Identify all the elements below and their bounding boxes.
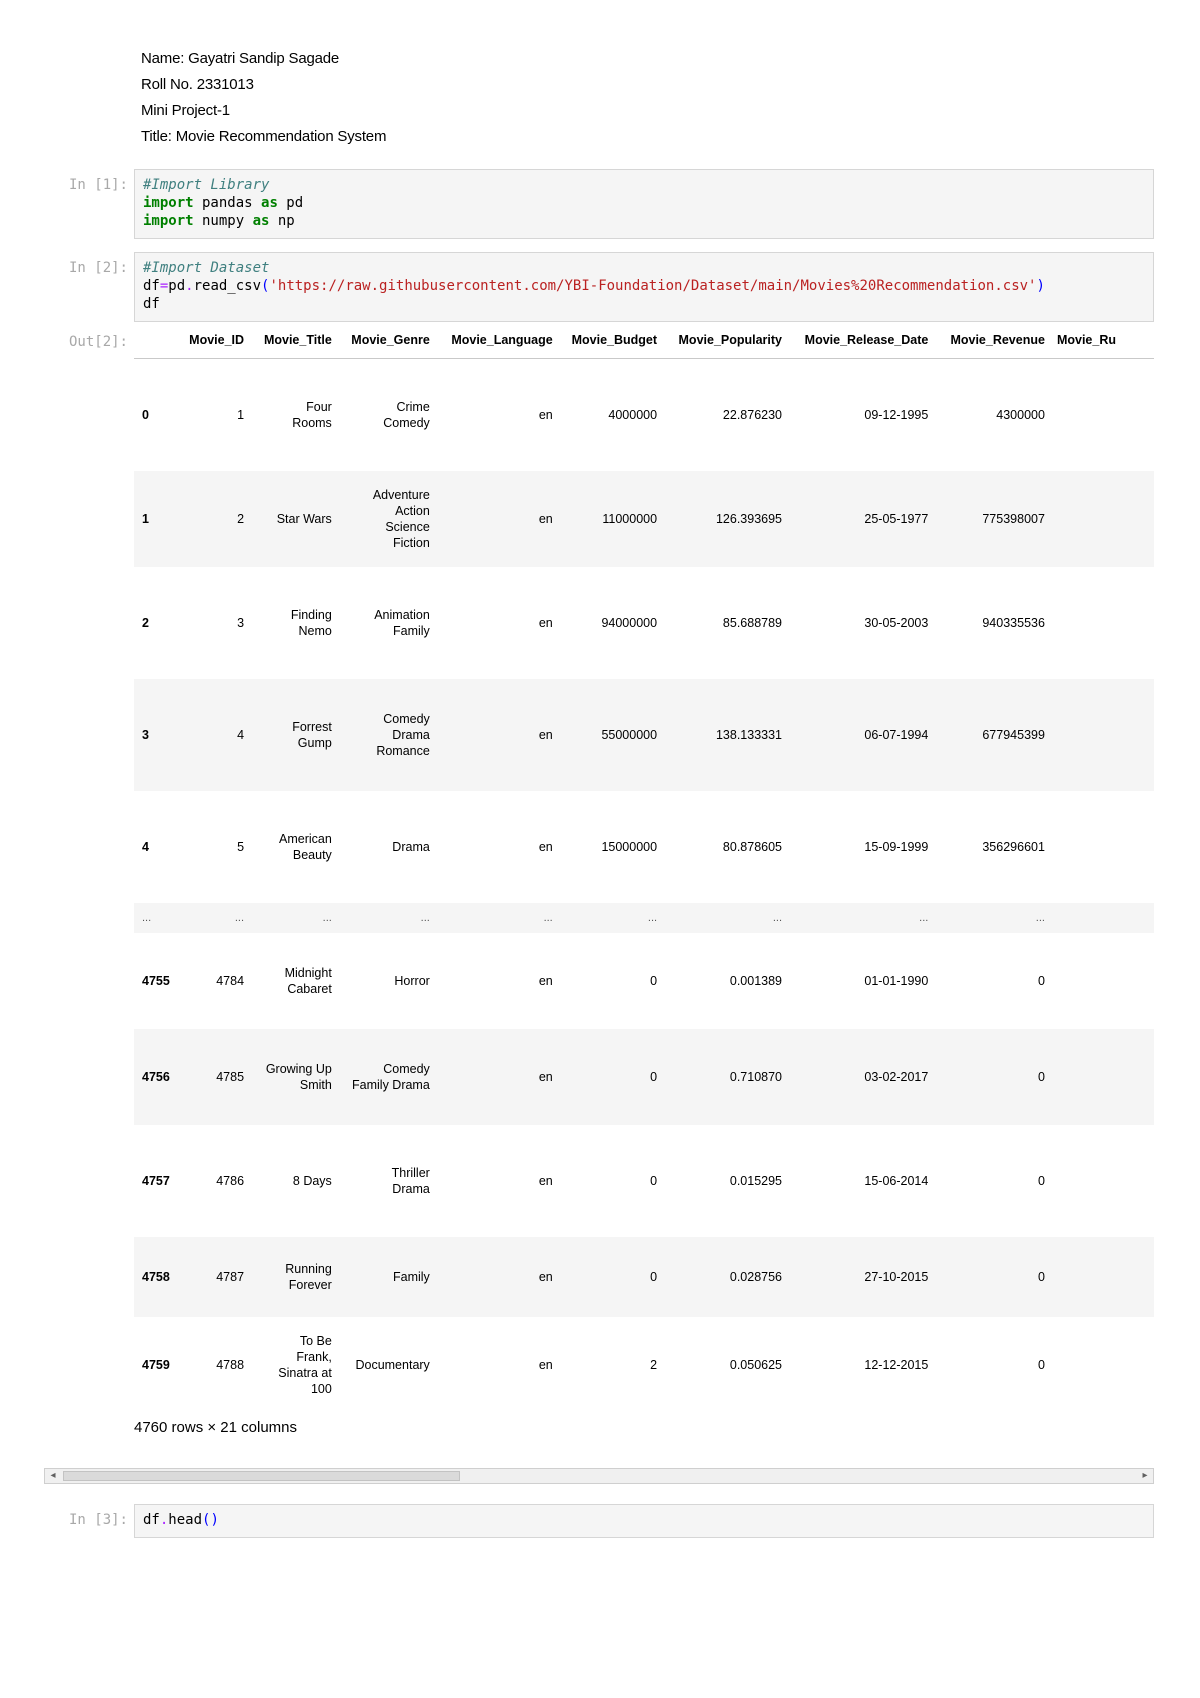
row-index: 4 [142,839,149,854]
table-cell: Crime Comedy [383,399,430,430]
table-row [134,933,1154,1029]
scrollbar-thumb[interactable] [63,1471,460,1481]
table-cell: 06-07-1994 [864,727,929,742]
table-cell: 85.688789 [722,615,783,630]
table-cell: 0 [650,1173,658,1188]
table-cell: 15000000 [601,839,658,854]
table-cell: 775398007 [982,511,1045,526]
table-cell [1051,1317,1154,1413]
row-index: 4756 [142,1069,170,1084]
table-cell: 30-05-2003 [864,615,929,630]
table-cell: 0.015295 [729,1173,783,1188]
table-cell: Comedy Family Drama [352,1061,430,1092]
table-cell [1051,567,1154,679]
input-prompt: In [1]: [68,177,128,193]
keyword: import [143,195,194,211]
column-header: Movie_Release_Date [788,322,934,359]
table-cell: 5 [237,839,245,854]
code-editor[interactable] [134,169,1154,239]
paren: ( [261,278,270,294]
column-header: Movie_Popularity [663,322,788,359]
column-header: Movie_Ru [1051,322,1154,359]
table-cell: ... [647,911,658,924]
column-header: Movie_Genre [338,322,436,359]
table-cell: Star Wars [276,511,332,526]
table-cell: 0 [650,973,658,988]
code-text: numpy [193,213,253,229]
scroll-left-arrow-icon[interactable]: ◂ [50,1470,56,1481]
table-cell: ... [919,911,929,924]
table-cell: Running Forever [285,1261,332,1292]
input-prompt: In [3]: [68,1512,128,1528]
paren: () [202,1512,219,1528]
table-row [134,1029,1154,1125]
table-cell: Adventure Action Science Fiction [372,487,430,550]
table-cell: en [538,973,553,988]
code-text: pd [168,278,186,294]
table-cell: 138.133331 [715,727,783,742]
column-header: Movie_Revenue [934,322,1051,359]
table-cell: 677945399 [982,727,1045,742]
table-cell: 01-01-1990 [864,973,929,988]
table-cell: 0 [1037,1269,1045,1284]
table-cell: ... [1035,911,1045,924]
table-cell: ... [420,911,430,924]
string-literal: 'https://raw.githubusercontent.com/YBI-Foundation/Dataset/main/Movies%20Recommendation.csv' [269,278,1037,294]
table-cell: Horror [394,973,430,988]
table-cell: Family [393,1269,430,1284]
table-cell: 940335536 [982,615,1045,630]
table-cell: 2 [650,1357,658,1372]
table-cell: Documentary [355,1357,430,1372]
table-cell: 0 [650,1269,658,1284]
output-prompt: Out[2]: [68,334,128,350]
table-cell: 8 Days [292,1173,332,1188]
table-cell: ... [543,911,553,924]
column-header: Movie_ID [181,322,250,359]
row-index: 4757 [142,1173,170,1188]
row-index: 3 [142,727,149,742]
table-cell: 0.028756 [729,1269,783,1284]
table-body [134,359,1154,1413]
table-cell: Thriller Drama [391,1165,430,1196]
table-cell [1051,1029,1154,1125]
table-cell [1051,359,1154,471]
row-index: 4755 [142,973,170,988]
table-cell: 03-02-2017 [864,1069,929,1084]
table-cell: Drama [392,839,430,854]
table-cell: 15-09-1999 [864,839,929,854]
table-cell: ... [772,911,783,924]
column-header [134,322,181,359]
row-index: 2 [142,615,149,630]
paren: ) [1036,278,1045,294]
table-cell: 27-10-2015 [864,1269,929,1284]
code-text: df [143,296,160,312]
table-cell: en [538,1357,553,1372]
table-row [134,1237,1154,1317]
table-cell: 2 [237,511,245,526]
table-cell: en [538,511,553,526]
table-cell: Growing Up Smith [265,1061,332,1092]
table-cell: To Be Frank, Sinatra at 100 [278,1333,332,1396]
table-cell: en [538,1069,553,1084]
table-cell: 4785 [216,1069,245,1084]
table-cell: 09-12-1995 [864,407,929,422]
column-header: Movie_Language [436,322,559,359]
code-comment: #Import Library [143,177,270,193]
table-cell: en [538,1269,553,1284]
table-cell: 25-05-1977 [864,511,929,526]
column-header: Movie_Title [250,322,338,359]
code-text: pd [277,195,304,211]
table-header-row [134,322,1154,359]
table-cell: Animation Family [374,607,430,638]
code-editor[interactable] [134,1504,1154,1538]
table-cell: 15-06-2014 [864,1173,929,1188]
row-index: 4758 [142,1269,170,1284]
table-row [134,359,1154,471]
table-cell: 0 [650,1069,658,1084]
table-cell: 4784 [216,973,245,988]
dataframe-table [134,322,1154,1413]
table-row [134,1317,1154,1413]
column-header: Movie_Budget [559,322,663,359]
table-cell: 0.050625 [729,1357,783,1372]
table-cell: 4000000 [608,407,658,422]
dataframe-shape: 4760 rows × 21 columns [134,1419,298,1436]
table-cell: ... [322,911,332,924]
table-row [134,567,1154,679]
table-cell: Forrest Gump [292,719,332,750]
table-cell: ... [234,911,245,924]
input-prompt: In [2]: [68,260,128,276]
table-row [134,903,1154,933]
project-title: Title: Movie Recommendation System [141,128,387,145]
table-cell: 4300000 [996,407,1045,422]
row-index: 4759 [142,1357,170,1372]
keyword: as [252,213,270,229]
horizontal-scrollbar[interactable] [44,1468,1154,1484]
table-cell: 4788 [216,1357,245,1372]
code-text: head [168,1512,203,1528]
table-cell: en [538,727,553,742]
table-cell: 4 [237,727,245,742]
table-cell: 3 [237,615,245,630]
operator: . [159,1512,169,1528]
code-editor[interactable] [134,252,1154,322]
code-text: np [269,213,295,229]
table-cell: en [538,839,553,854]
table-row [134,791,1154,903]
operator: . [185,278,194,294]
table-cell: 4786 [216,1173,245,1188]
table-cell: Comedy Drama Romance [376,711,430,758]
table-cell: en [538,1173,553,1188]
table-cell: Finding Nemo [290,607,332,638]
project-label: Mini Project-1 [141,102,230,119]
table-cell: 12-12-2015 [864,1357,929,1372]
operator: = [159,278,169,294]
table-row [134,1125,1154,1237]
student-name: Name: Gayatri Sandip Sagade [141,50,340,67]
table-row [134,471,1154,567]
scroll-right-arrow-icon[interactable]: ▸ [1142,1470,1148,1481]
table-cell: 94000000 [601,615,658,630]
table-cell: 0.001389 [729,973,783,988]
table-row [134,679,1154,791]
table-cell: 0 [1037,1173,1045,1188]
table-cell [1051,791,1154,903]
notebook-header [141,46,386,150]
table-cell: 0.710870 [729,1069,783,1084]
dataframe-output [134,322,1154,1422]
row-index: 1 [142,511,149,526]
table-cell: 1 [237,407,245,422]
table-cell: 126.393695 [715,511,783,526]
table-cell: en [538,615,553,630]
table-cell [1051,1125,1154,1237]
table-cell [1051,1237,1154,1317]
table-cell: American Beauty [279,831,332,862]
code-text: read_csv [193,278,262,294]
code-text: df [143,278,160,294]
table-cell [1051,933,1154,1029]
table-cell: 0 [1037,973,1045,988]
table-cell: Midnight Cabaret [284,965,332,996]
row-index: ... [142,911,152,924]
keyword: as [261,195,278,211]
table-cell: 22.876230 [722,407,783,422]
table-cell [1051,679,1154,791]
keyword: import [143,213,194,229]
table-cell: 55000000 [601,727,658,742]
roll-number: Roll No. 2331013 [141,76,254,93]
table-cell: en [538,407,553,422]
code-text: df [143,1512,160,1528]
table-cell [1051,903,1154,933]
table-cell: 4787 [216,1269,245,1284]
table-cell: 80.878605 [722,839,783,854]
table-cell [1051,471,1154,567]
table-cell: 11000000 [602,511,658,526]
table-cell: 0 [1037,1357,1045,1372]
table-cell: Four Rooms [292,399,332,430]
table-cell: 356296601 [982,839,1045,854]
code-comment: #Import Dataset [143,260,270,276]
table-cell: 0 [1037,1069,1045,1084]
code-text: pandas [193,195,262,211]
row-index: 0 [142,407,149,422]
